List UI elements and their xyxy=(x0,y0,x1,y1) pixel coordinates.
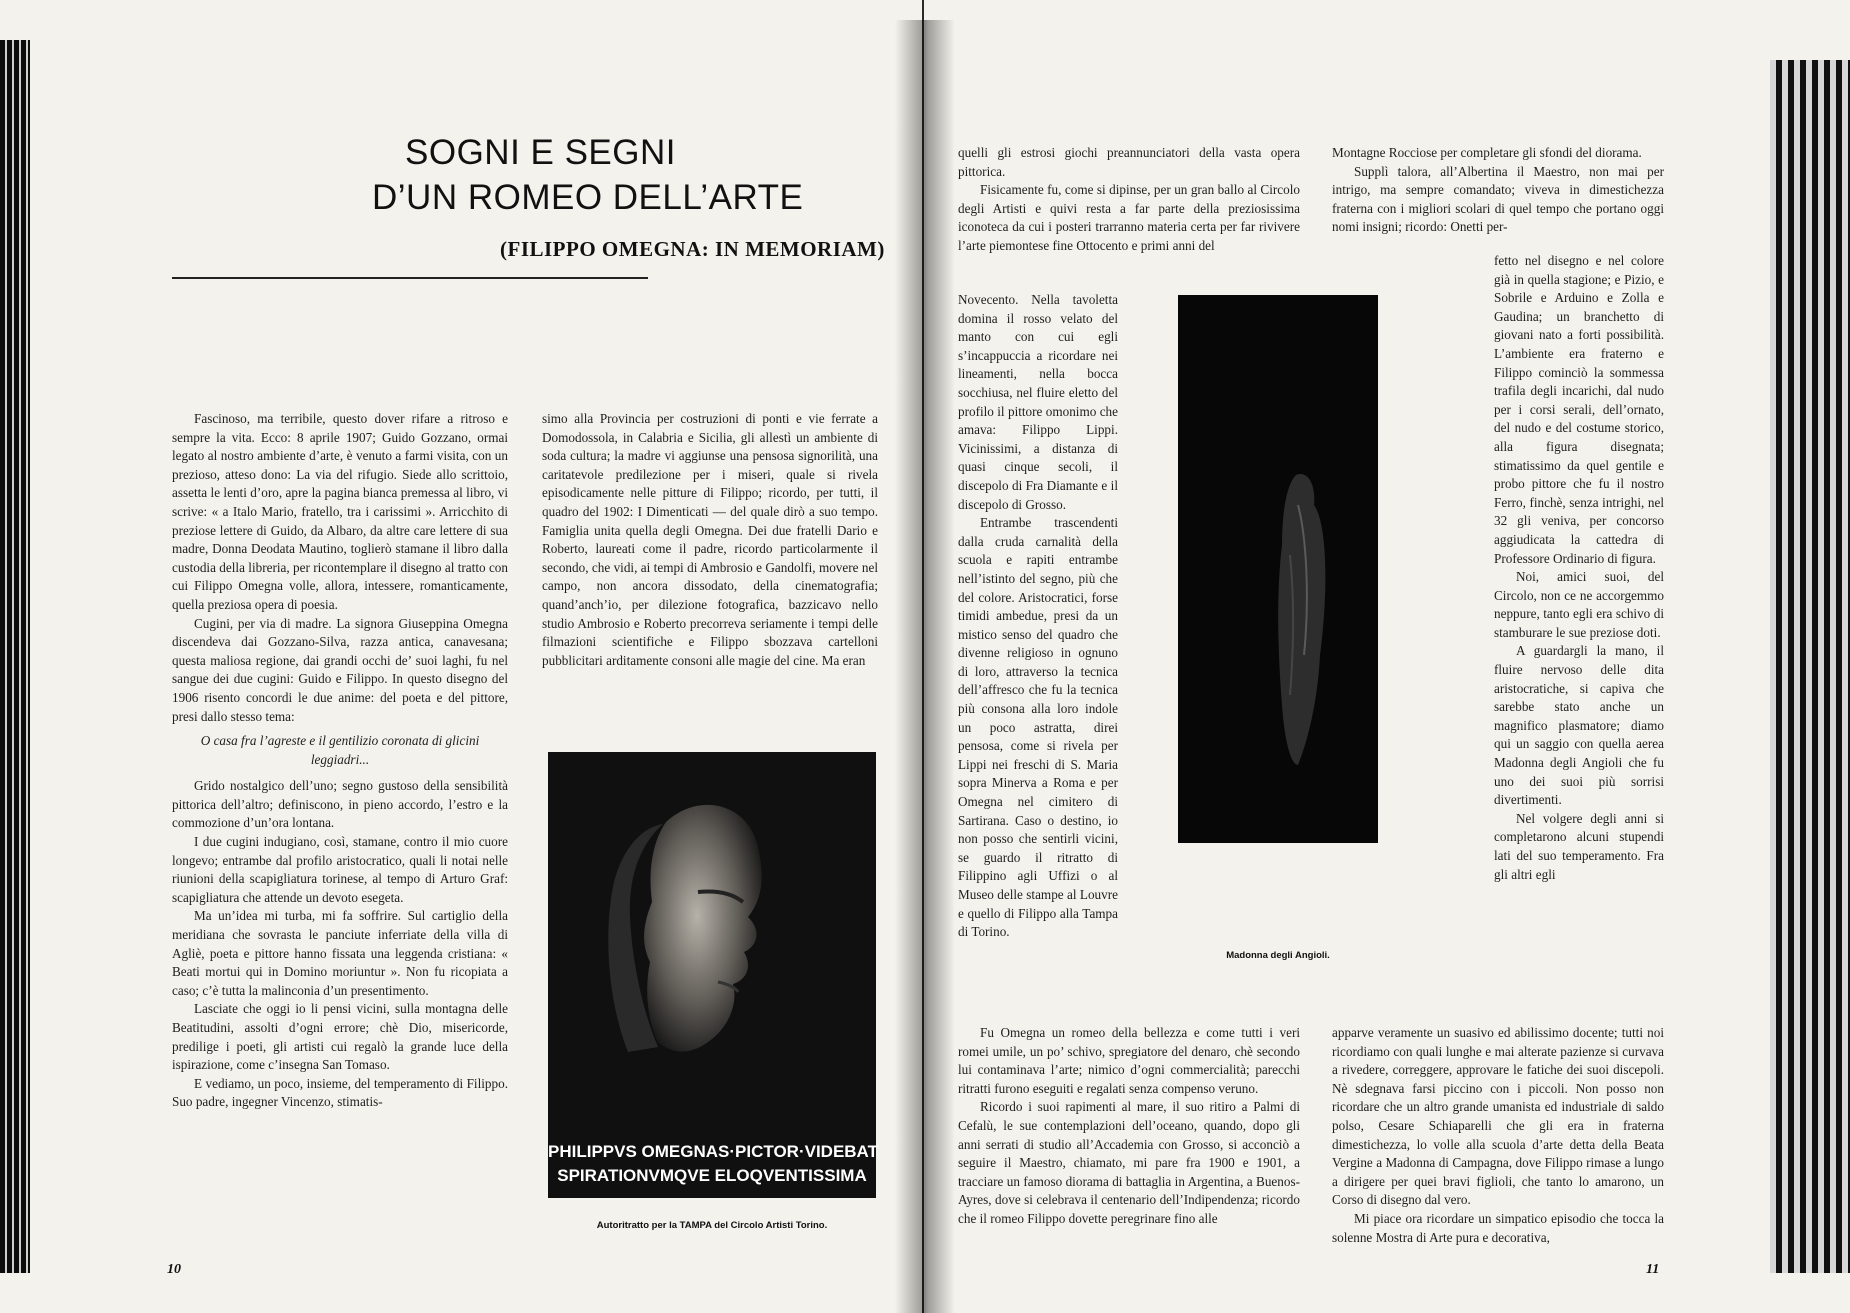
page-number-left: 10 xyxy=(167,1262,181,1277)
left-page xyxy=(0,0,922,1313)
right-column-2-side xyxy=(1494,252,1664,1020)
article-title-line1: SOGNI E SEGNI xyxy=(405,133,676,172)
paragraph: apparve veramente un suasivo ed abilissimo docente; tutti noi ricordiamo con quali lunghe e mai alterate pazienze si curvava a rivedere, correggere, approvare le fatiche dei suoi discepoli. Nè sdegnava farsi piccino con i piccoli. Non posso non ricordare che un altro grande umanista ed industriale di saldo polso, Cesare Schiaparelli che gli era in fraterna dimestichezza, lo volle alla scuola d’arte detta della Beata Vergine a Madonna di Campagna, dove Filippo rimase a lungo a dirigere per quei bravi figlioli, che tanto lo amarono, un Corso di disegno dal vero. xyxy=(1332,1025,1664,1208)
paragraph: Fu Omegna un romeo della bellezza e come tutti i veri romei umile, un po’ schivo, spregiatore del denaro, chè secondo lui contaminava l’arte; nimico d’ogni commercialità; parecchi ritratti furono eseguiti e regalati senza compenso veruno. xyxy=(958,1025,1300,1096)
paragraph: E vediamo, un poco, insieme, del temperamento di Filippo. Suo padre, ingegner Vincenzo, stimatis- xyxy=(172,1075,508,1110)
paragraph: Cugini, per via di madre. La signora Giuseppina Omegna discendeva dai Gozzano-Silva, razza antica, canavesana; questa maliosa regione, dai grandi occhi de’ suoi laghi, fu nel sangue dei due cugini: Guido e Filippo. In questo disegno del 1906 risento concordi le due anime: del poeta e del pittore, presi dallo stesso tema: xyxy=(172,615,508,724)
left-column-1 xyxy=(172,410,508,1290)
self-portrait-figure xyxy=(548,752,876,1198)
paragraph: A guardargli la mano, il fluire nervoso delle dita aristocratiche, si capiva che sarebbe stato anche un magnifico plasmatore; diamo qui un saggio con quella aerea Madonna degli Angioli che fu uno dei suoi più sorrisi divertimenti. xyxy=(1494,643,1664,808)
right-page xyxy=(924,0,1850,1313)
paragraph: quelli gli estrosi giochi preannunciatori della vasta opera pittorica. xyxy=(958,145,1300,179)
left-column-2 xyxy=(542,410,878,740)
paragraph: simo alla Provincia per costruzioni di ponti e vie ferrate a Domodossola, in Calabria e Sicilia, gli allestì un ambiente di soda cultura; la madre vi aggiunse una pensosa signorilità, una caritatevole predilezione per i miseri, quale si rivela episodicamente nelle pitture di Filippo; ricordo, per tutti, il quadro del 1902: I Dimenticati — del quale dirò a suo tempo. Famiglia unita quella degli Omegna. Dei due fratelli Dario e Roberto, laureati come il padre, ricordo particolarmente il secondo, che vidi, ai tempi di Ambrosio e Gandolfi, movere nel campo, non ancora dissodato, della cinematografia; quand’anch’io, per dilezione fotografica, bazzicavo nello studio Ambrosio e Roberto precorreva seriamente i tempi delle filmazioni scientifiche e Filippo sbozzava cartelloni pubblicitari arditamente consoni alle magie del cine. Ma eran xyxy=(542,411,878,668)
paragraph: Nel volgere degli anni si completarono alcuni stupendi lati del suo temperamento. Fra gli altri egli xyxy=(1494,810,1664,882)
poem-quote: O casa fra l’agreste e il gentilizio coronata di glicini leggiadri... xyxy=(200,733,480,767)
right-column-2-bottom xyxy=(1332,1024,1664,1274)
paragraph: fetto nel disegno e nel colore già in quella stagione; e Pizio, e Sobrile e Arduino e Zolla e Gaudina; un branchetto di giovani nato a forti possibilità. L’ambiente era fraterno e Filippo cominciò la sommessa trafila degli incarichi, dal nudo per i corsi serali, dell’ornato, del nudo e del costume storico, alla figura disegnata; stimatissimo da quel gentile e probo pittore che fu il nostro Ferro, finchè, senza intrighi, nel 32 gli veniva, per concorso aggiudicata la cattedra di Professore Ordinario di figura. xyxy=(1494,253,1664,566)
paragraph: Ricordo i suoi rapimenti al mare, il suo ritiro a Palmi di Cefalù, le sue contemplazioni dell’oceano, quando, dopo gli anni serrati di studio all’Accademia con Grosso, si acconciò a seguire il Maestro, chiamato, mi pare fra 1900 e 1901, a tracciare un famoso diorama di battaglia in Argentina, a Buenos-Ayres, dove si celebrava il centenario dell’Indipendenza; ricordo che il romeo Filippo dovette peregrinare fino alle xyxy=(958,1099,1300,1226)
page-number-right: 11 xyxy=(1646,1262,1660,1277)
paragraph: Fascinoso, ma terribile, questo dover rifare a ritroso e sempre la vita. Ecco: 8 aprile 1907; Guido Gozzano, ormai legato al nostro ambiente d’arte, è venuto a farmi visita, con un prezioso, atteso dono: La via del rifugio. Siede allo scrittoio, assetta le lenti d’oro, apre la pagina bianca premessa al libro, vi scrive: « a Italo Mario, fratello, tra i carissimi ». Arricchito di preziose lettere di Guido, da Albaro, da altre care lettere di sua madre, Donna Deodata Mautino, toglierò stamane il libro dalla custodia della libreria, per ricontemplare il disegno al tratto con cui Filippo Omegna volle, allora, intessere, romanticamente, quella preziosa opera di poesia. xyxy=(172,411,508,612)
paragraph: Montagne Rocciose per completare gli sfondi del diorama. xyxy=(1332,145,1642,160)
portrait-inscription-2: SPIRATIONVMQVE ELOQVENTISSIMA xyxy=(557,1166,867,1185)
left-page-edges xyxy=(0,40,30,1273)
paragraph: Ma un’idea mi turba, mi fa soffrire. Sul cartiglio della meridiana che sovrasta le panciute inferriate della villa di Agliè, poeta e pittore hanno fissata una leggenda cristiana: « Beati mortui qui in Domino moriuntur ». Non fu ricopiata a caso; c’è tutta la malinconia d’un presentimento. xyxy=(172,908,508,998)
right-page-edges xyxy=(1770,60,1850,1273)
paragraph: Novecento. Nella tavoletta domina il rosso velato del manto con cui egli s’incappuccia a ricordare nei lineamenti, nella bocca socchiusa, nel fluire eletto del profilo il pittore omonimo che amava: Filippo Lippi. Vicinissimi, a distanza di quasi cinque secoli, il discepolo di Fra Diamante e il discepolo di Grosso. xyxy=(958,292,1118,512)
self-portrait-caption: Autoritratto per la TAMPA del Circolo Artisti Torino. xyxy=(596,1220,828,1231)
article-title-line2: D’UN ROMEO DELL’ARTE xyxy=(372,178,804,217)
paragraph: Noi, amici suoi, del Circolo, non ce ne accorgemmo neppure, tanto egli era schivo di stamburare le sue preziose doti. xyxy=(1494,569,1664,640)
madonna-image xyxy=(1178,295,1378,843)
madonna-caption: Madonna degli Angioli. xyxy=(1226,950,1330,961)
right-column-2-top xyxy=(1332,144,1664,244)
paragraph: Entrambe trascendenti dalla cruda carnalità della scuola e rapiti entrambe nell’istinto del segno, più che del colore. Aristocratici, forse timidi ambedue, presi da un mistico senso del quadro che divenne religioso in ognuno di loro, attraverso la tecnica dell’affresco che fu la tecnica più consona alla loro indole un poco astratta, direi pensosa, come si rivela per Lippi nei freschi di S. Maria sopra Minerva a Roma e per Omegna nel cimitero di Sartirana. Caso o destino, io non posso che sentirli vicini, se guardo il ritratto di Filippino agli Uffizi o al Museo delle stampe al Louvre e quello di Filippo alla Tampa di Torino. xyxy=(958,515,1118,940)
book-gutter xyxy=(895,20,955,1313)
paragraph: Lasciate che oggi io li pensi vicini, sulla montagna delle Beatitudini, assolti d’ogni errore; chè Dio, misericorde, predilige i poeti, gli artisti cui regalò la grande luce della ispirazione, come c’insegna San Tomaso. xyxy=(172,1001,508,1073)
paragraph: Supplì talora, all’Albertina il Maestro, non mai per intrigo, ma sempre comandato; viveva in dimestichezza fraterna con i migliori scolari di quel tempo che portano oggi nomi insigni; ricordo: Onetti per- xyxy=(1332,163,1664,235)
right-column-1-bottom xyxy=(958,1024,1300,1274)
article-subtitle: (FILIPPO OMEGNA: IN MEMORIAM) xyxy=(500,237,885,261)
paragraph: Mi piace ora ricordare un simpatico episodio che tocca la solenne Mostra di Arte pura e decorativa, xyxy=(1332,1210,1664,1245)
madonna-figure xyxy=(1178,295,1378,843)
paragraph: Fisicamente fu, come si dipinse, per un gran ballo al Circolo degli Artisti e quivi resta a far parte della preziosissima iconoteca da cui i posteri trarranno materia certa per far rivivere l’arte piemontese fine Ottocento e primi anni del xyxy=(958,182,1300,253)
self-portrait-image xyxy=(548,752,876,1198)
title-rule xyxy=(172,277,648,279)
right-column-1-top xyxy=(958,144,1300,284)
paragraph: Grido nostalgico dell’uno; segno gustoso della sensibilità pittorica dell’altro; definiscono, in pieno accordo, l’estro e la commozione d’un’ora lontana. xyxy=(172,778,508,831)
right-column-1-side xyxy=(958,291,1118,1021)
portrait-inscription-1: PHILIPPVS OMEGNAS·PICTOR·VIDEBAT xyxy=(548,1142,878,1161)
paragraph: I due cugini indugiano, così, stamane, contro il mio cuore longevo; entrambe dal profilo aristocratico, quali li notai nelle riunioni della scapigliatura torinese, al tempo di Arturo Graf: scapigliatura che attende un devoto esegeta. xyxy=(172,834,508,905)
